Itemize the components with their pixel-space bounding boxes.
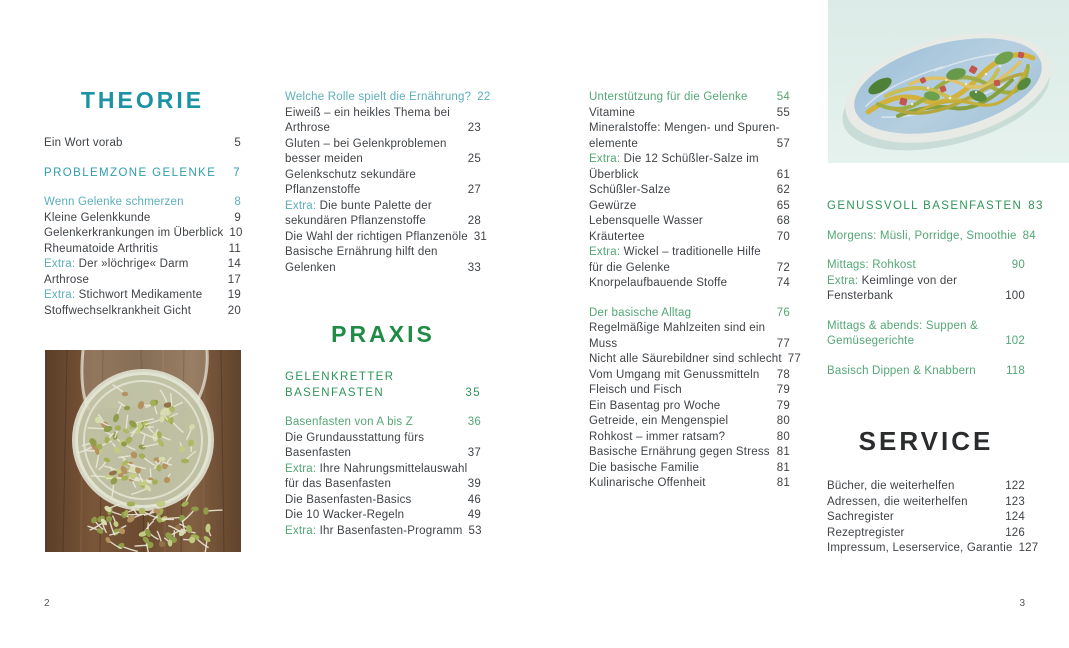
toc-entry-page-number: 70 bbox=[776, 230, 790, 243]
toc-entry-page-number: 5 bbox=[234, 137, 241, 149]
toc-entry bbox=[285, 462, 481, 478]
toc-entry bbox=[44, 304, 241, 320]
page-number-right: 3 bbox=[1019, 598, 1025, 609]
toc-entry bbox=[285, 121, 481, 137]
toc-entry-title: Extra: Stichwort Medikamente bbox=[44, 289, 203, 301]
toc-entry-page-number: 46 bbox=[467, 493, 481, 506]
toc-entry bbox=[827, 510, 1025, 526]
toc-entry-page-number: 39 bbox=[467, 478, 481, 490]
toc-entry-title: Basenfasten von A bis Z bbox=[285, 416, 413, 428]
toc-entry-page-number: 8 bbox=[234, 196, 241, 208]
toc-entry-page-number: 25 bbox=[467, 153, 481, 165]
toc-entry-title: Extra: Keimlinge von der bbox=[827, 274, 958, 287]
toc-entry-title: Stoffwechselkrankheit Gicht bbox=[44, 304, 192, 317]
toc-entry-title: Basisch Dippen & Knabbern bbox=[827, 364, 976, 377]
toc-entry bbox=[44, 242, 241, 258]
toc-entry-title: Ein Wort vorab bbox=[44, 137, 123, 149]
toc-entry-title: Bücher, die weiterhelfen bbox=[827, 480, 955, 492]
toc-entry bbox=[44, 273, 241, 289]
toc-entry bbox=[589, 383, 790, 399]
toc-entry bbox=[827, 199, 1044, 215]
toc-entry-page-number: 126 bbox=[1005, 526, 1025, 539]
toc-entry-title: Gewürze bbox=[589, 199, 637, 212]
toc-entry-page-number: 81 bbox=[776, 446, 790, 458]
toc-column-1 bbox=[44, 136, 241, 319]
toc-entry-title: Sachregister bbox=[827, 511, 894, 523]
toc-entry-title: Knorpelaufbauende Stoffe bbox=[589, 277, 728, 289]
toc-entry-title: Gelenkschutz sekundäre bbox=[285, 168, 416, 181]
toc-entry-title: Kulinarische Offenheit bbox=[589, 477, 706, 489]
toc-entry-page-number: 127 bbox=[1018, 542, 1039, 554]
section-heading-theorie: THEORIE bbox=[80, 87, 205, 113]
toc-entry-title: Überblick bbox=[589, 168, 639, 181]
toc-entry-title: Die Grundausstattung fürs bbox=[285, 431, 425, 444]
toc-entry bbox=[285, 508, 481, 524]
toc-entry-title: Adressen, die weiterhelfen bbox=[827, 495, 968, 508]
toc-entry bbox=[589, 230, 790, 246]
toc-entry-title: PROBLEMZONE GELENKE bbox=[44, 166, 217, 179]
food-photo-graphic bbox=[828, 0, 1069, 163]
toc-entry-title: Regelmäßige Mahlzeiten sind ein bbox=[589, 322, 766, 334]
toc-entry bbox=[589, 276, 790, 292]
toc-entry bbox=[827, 479, 1025, 495]
toc-entry-page-number: 123 bbox=[1005, 495, 1025, 508]
toc-entry-title: Die basische Familie bbox=[589, 461, 700, 474]
toc-entry-page-number: 28 bbox=[467, 215, 481, 227]
toc-entry-page-number: 122 bbox=[1005, 480, 1025, 492]
toc-entry-page-number: 54 bbox=[776, 91, 790, 103]
toc-entry bbox=[44, 211, 241, 227]
toc-entry-page-number: 90 bbox=[1011, 259, 1025, 271]
toc-entry bbox=[285, 524, 481, 540]
toc-entry-title: Pflanzenstoffe bbox=[285, 184, 361, 196]
toc-entry bbox=[285, 370, 481, 386]
toc-entry-title: Eiweiß – ein heikles Thema bei bbox=[285, 106, 450, 119]
toc-entry-title: Mittags & abends: Suppen & bbox=[827, 319, 978, 332]
toc-entry bbox=[589, 168, 790, 184]
toc-entry-title: Arthrose bbox=[44, 273, 90, 286]
toc-entry-title: Extra: Die bunte Palette der bbox=[285, 199, 432, 212]
toc-entry-title: Impressum, Leserservice, Garantie bbox=[827, 542, 1013, 554]
toc-entry-page-number: 17 bbox=[227, 273, 241, 286]
toc-entry bbox=[44, 226, 241, 242]
toc-entry-page-number: 53 bbox=[468, 524, 482, 537]
sprouts-photo-graphic bbox=[45, 350, 241, 552]
toc-column-2-top bbox=[285, 90, 491, 276]
toc-entry-page-number: 81 bbox=[776, 461, 790, 474]
toc-entry-title: GENUSSVOLL BASENFASTEN bbox=[827, 200, 1023, 212]
toc-entry-title: Gelenken bbox=[285, 261, 336, 274]
toc-entry-page-number: 20 bbox=[227, 304, 241, 317]
toc-entry-page-number: 72 bbox=[776, 261, 790, 274]
toc-entry-page-number: 9 bbox=[234, 211, 241, 224]
toc-entry-page-number: 55 bbox=[776, 106, 790, 119]
toc-entry-page-number: 80 bbox=[776, 430, 790, 443]
toc-entry bbox=[589, 337, 790, 353]
page-number-left: 2 bbox=[44, 598, 50, 609]
toc-entry bbox=[589, 414, 790, 430]
toc-entry bbox=[285, 90, 491, 106]
toc-entry-extra-prefix: Extra: bbox=[589, 153, 621, 165]
toc-entry-page-number: 102 bbox=[1005, 335, 1025, 347]
toc-column-3 bbox=[589, 90, 801, 492]
toc-entry-extra-prefix: Extra: bbox=[285, 462, 317, 475]
toc-entry bbox=[285, 199, 481, 215]
toc-entry-title: Muss bbox=[589, 337, 618, 350]
toc-entry bbox=[589, 90, 790, 106]
toc-entry bbox=[589, 368, 790, 384]
toc-entry-page-number: 77 bbox=[776, 337, 790, 350]
toc-entry bbox=[589, 352, 801, 368]
toc-entry-title: Der basische Alltag bbox=[589, 306, 692, 319]
toc-entry-title: Die 10 Wacker-Regeln bbox=[285, 509, 405, 521]
toc-entry-page-number: 84 bbox=[1022, 229, 1036, 242]
toc-entry-title: Vom Umgang mit Genussmitteln bbox=[589, 368, 760, 381]
toc-entry-extra-prefix: Extra: bbox=[44, 258, 76, 270]
toc-entry-page-number: 80 bbox=[776, 415, 790, 427]
toc-entry bbox=[285, 183, 481, 199]
toc-entry-title: Kräutertee bbox=[589, 230, 645, 243]
toc-entry bbox=[285, 431, 481, 447]
toc-entry-title: Gemüsegerichte bbox=[827, 335, 915, 347]
toc-entry-title: sekundären Pflanzenstoffe bbox=[285, 215, 426, 227]
toc-entry-page-number: 37 bbox=[467, 447, 481, 459]
toc-entry-page-number: 23 bbox=[467, 122, 481, 134]
toc-entry-page-number: 118 bbox=[1006, 364, 1025, 377]
toc-entry bbox=[827, 364, 1025, 380]
toc-entry-title: Basische Ernährung hilft den bbox=[285, 246, 438, 258]
toc-entry bbox=[827, 289, 1025, 305]
toc-entry-page-number: 124 bbox=[1005, 511, 1025, 523]
toc-entry-title: Kleine Gelenkkunde bbox=[44, 211, 151, 224]
toc-entry bbox=[589, 214, 790, 230]
sprouts-photo bbox=[45, 350, 241, 552]
toc-entry-title: Die Wahl der richtigen Pflanzenöle bbox=[285, 230, 468, 243]
toc-entry bbox=[285, 446, 481, 462]
toc-entry bbox=[285, 214, 481, 230]
toc-entry bbox=[44, 288, 241, 304]
toc-entry-title: Extra: Ihre Nahrungsmittelauswahl bbox=[285, 462, 468, 475]
toc-entry-page-number: 76 bbox=[776, 306, 790, 319]
toc-entry-title: Welche Rolle spielt die Ernährung? bbox=[285, 91, 472, 103]
food-photo bbox=[828, 0, 1069, 163]
toc-entry-title: Extra: Ihr Basenfasten-Programm bbox=[285, 524, 463, 537]
toc-entry bbox=[589, 137, 790, 153]
toc-entry-page-number: 77 bbox=[787, 353, 801, 365]
toc-entry bbox=[589, 152, 790, 168]
toc-entry-title: Wenn Gelenke schmerzen bbox=[44, 196, 184, 208]
toc-entry-title: Gelenkerkrankungen im Überblick bbox=[44, 227, 224, 239]
toc-column-service bbox=[827, 479, 1039, 557]
toc-entry-title: Extra: Wickel – traditionelle Hilfe bbox=[589, 246, 761, 258]
toc-entry bbox=[589, 106, 790, 122]
toc-entry bbox=[285, 477, 481, 493]
toc-entry-title: Rezeptregister bbox=[827, 526, 905, 539]
toc-entry-page-number: 83 bbox=[1028, 200, 1044, 212]
toc-entry-page-number: 100 bbox=[1005, 290, 1025, 302]
toc-column-4 bbox=[827, 199, 1044, 379]
toc-entry-page-number: 74 bbox=[776, 277, 790, 289]
toc-entry bbox=[827, 334, 1025, 350]
toc-entry-title: Vitamine bbox=[589, 106, 636, 119]
toc-entry-title: Lebensquelle Wasser bbox=[589, 215, 703, 227]
toc-entry-title: Mittags: Rohkost bbox=[827, 259, 916, 271]
toc-entry bbox=[589, 199, 790, 215]
toc-entry-title: Fensterbank bbox=[827, 290, 894, 302]
toc-entry bbox=[589, 461, 790, 477]
toc-entry bbox=[285, 493, 481, 509]
toc-entry bbox=[44, 166, 241, 182]
toc-column-2-bottom bbox=[285, 370, 481, 539]
toc-entry bbox=[285, 386, 481, 402]
toc-entry bbox=[589, 121, 790, 137]
toc-entry-page-number: 62 bbox=[776, 184, 790, 196]
toc-entry bbox=[589, 476, 790, 492]
toc-entry bbox=[44, 136, 241, 152]
toc-entry-page-number: 49 bbox=[467, 509, 481, 521]
toc-entry-page-number: 14 bbox=[227, 258, 241, 270]
toc-entry-title: für die Gelenke bbox=[589, 261, 670, 274]
toc-entry-title: Ein Basentag pro Woche bbox=[589, 399, 721, 412]
toc-entry-extra-prefix: Extra: bbox=[44, 289, 76, 301]
toc-entry bbox=[827, 319, 1025, 335]
toc-entry-title: Gluten – bei Gelenkproblemen bbox=[285, 137, 447, 150]
toc-entry bbox=[285, 261, 481, 277]
toc-entry-title: Schüßler-Salze bbox=[589, 184, 671, 196]
toc-entry bbox=[827, 541, 1039, 557]
toc-entry-title: Getreide, ein Mengenspiel bbox=[589, 415, 729, 427]
toc-entry bbox=[827, 258, 1025, 274]
toc-entry-page-number: 61 bbox=[776, 168, 790, 181]
toc-entry-page-number: 7 bbox=[233, 166, 241, 179]
toc-entry bbox=[589, 445, 790, 461]
toc-entry bbox=[285, 152, 481, 168]
toc-entry-title: Extra: Der »löchrige« Darm bbox=[44, 258, 189, 270]
toc-entry-title: Die Basenfasten-Basics bbox=[285, 493, 412, 506]
toc-entry-title: für das Basenfasten bbox=[285, 478, 392, 490]
toc-entry bbox=[44, 195, 241, 211]
toc-entry-title: besser meiden bbox=[285, 153, 364, 165]
toc-entry-page-number: 19 bbox=[227, 289, 241, 301]
toc-entry bbox=[827, 495, 1025, 511]
toc-entry bbox=[589, 399, 790, 415]
toc-entry bbox=[589, 183, 790, 199]
toc-entry-title: Morgens: Müsli, Porridge, Smoothie bbox=[827, 229, 1017, 242]
toc-entry-title: Fleisch und Fisch bbox=[589, 384, 682, 396]
toc-entry-title: GELENKRETTER bbox=[285, 371, 395, 383]
toc-entry-title: Basenfasten bbox=[285, 447, 352, 459]
toc-entry-page-number: 33 bbox=[467, 261, 481, 274]
toc-entry bbox=[589, 430, 790, 446]
toc-entry-page-number: 79 bbox=[776, 384, 790, 396]
toc-entry bbox=[589, 321, 790, 337]
toc-entry bbox=[827, 274, 1025, 290]
toc-entry-extra-prefix: Extra: bbox=[827, 274, 859, 287]
toc-entry bbox=[285, 245, 481, 261]
toc-entry-page-number: 27 bbox=[467, 184, 481, 196]
toc-entry-page-number: 68 bbox=[776, 215, 790, 227]
toc-entry-title: Rheumatoide Arthritis bbox=[44, 242, 159, 255]
toc-entry bbox=[589, 245, 790, 261]
toc-entry-page-number: 65 bbox=[776, 199, 790, 212]
toc-entry-extra-prefix: Extra: bbox=[285, 199, 317, 212]
toc-entry-title: Arthrose bbox=[285, 122, 331, 134]
toc-entry-page-number: 57 bbox=[776, 137, 790, 150]
toc-entry bbox=[285, 415, 481, 431]
toc-entry-title: BASENFASTEN bbox=[285, 386, 385, 399]
toc-entry-extra-prefix: Extra: bbox=[589, 246, 621, 258]
toc-entry-page-number: 22 bbox=[477, 91, 491, 103]
toc-entry-page-number: 35 bbox=[465, 386, 481, 399]
toc-entry-title: Extra: Die 12 Schüßler-Salze im bbox=[589, 153, 759, 165]
toc-entry bbox=[44, 257, 241, 273]
toc-entry-title: elemente bbox=[589, 137, 638, 150]
toc-entry-page-number: 10 bbox=[229, 227, 243, 239]
toc-entry-page-number: 11 bbox=[228, 242, 241, 255]
section-heading-praxis: PRAXIS bbox=[331, 321, 435, 347]
toc-entry-title: Unterstützung für die Gelenke bbox=[589, 91, 748, 103]
section-heading-service: SERVICE bbox=[858, 426, 994, 456]
toc-entry-page-number: 79 bbox=[776, 399, 790, 412]
toc-entry-page-number: 31 bbox=[473, 230, 488, 243]
toc-entry bbox=[827, 229, 1036, 245]
toc-entry-page-number: 81 bbox=[776, 477, 790, 489]
toc-entry bbox=[285, 168, 481, 184]
toc-entry bbox=[827, 526, 1025, 542]
toc-entry-title: Mineralstoffe: Mengen- und Spuren- bbox=[589, 122, 780, 134]
toc-entry bbox=[589, 261, 790, 277]
toc-entry bbox=[589, 306, 790, 322]
toc-entry-page-number: 78 bbox=[776, 368, 790, 381]
toc-entry-title: Nicht alle Säurebildner sind schlecht bbox=[589, 353, 782, 365]
toc-entry bbox=[285, 137, 481, 153]
toc-entry bbox=[285, 230, 488, 246]
toc-entry-page-number: 36 bbox=[467, 416, 481, 428]
toc-entry-extra-prefix: Extra: bbox=[285, 524, 317, 537]
toc-entry-title: Basische Ernährung gegen Stress bbox=[589, 446, 770, 458]
toc-entry-title: Rohkost – immer ratsam? bbox=[589, 430, 726, 443]
toc-entry bbox=[285, 106, 481, 122]
